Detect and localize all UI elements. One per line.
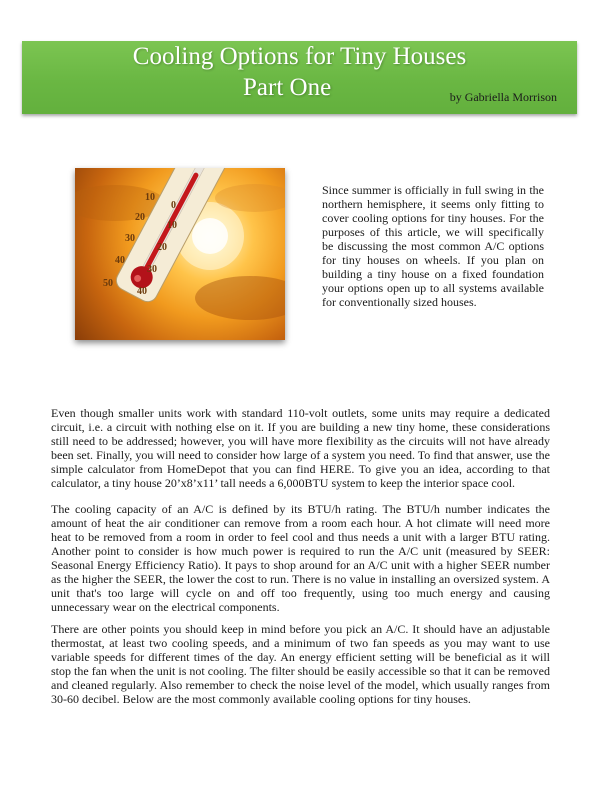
thermometer-label: 20 [157, 242, 167, 253]
intro-paragraph: Since summer is officially in full swing in the northern hemisphere, it seems only fitting to cover cooling options for tiny houses. For the purposes of this article, we will specifically be discussing the most common A/C options for tiny houses on wheels. If you plan on building a tiny house on a fixed foundation your options open up to all systems available for conventionally sized houses. [322, 183, 544, 309]
thermometer-label: 30 [147, 264, 157, 275]
thermometer-label: 40 [137, 286, 147, 297]
thermometer-label: 10 [145, 192, 155, 203]
thermometer-label: 30 [125, 233, 135, 244]
body-paragraph: The cooling capacity of an A/C is defined by its BTU/h rating. The BTU/h number indicates the amount of heat the air conditioner can remove from a room each hour. A hot climate will need more heat to be removed from a room in order to feel cool and thus needs a unit with a larger BTU rating. Another point to consider is how much power is required to run the A/C unit (measured by SEER: Seasonal Energy Efficiency Ratio). It pays to shop around for an A/C unit with a higher SEER number as the higher the SEER, the lower the cost to run. There is no value in installing an oversized system. A unit that's too large will cycle on and off too frequently, using too much energy and causing unnecessary wear on the electrical components. [51, 502, 550, 614]
thermometer-label: 0 [171, 200, 176, 211]
page-subtitle: Part One [243, 74, 332, 101]
thermometer-photo [75, 168, 285, 340]
body-paragraph: Even though smaller units work with standard 110-volt outlets, some units may require a dedicated circuit, i.e. a circuit with nothing else on it. If you are building a new tiny home, these considerations still need to be addressed; however, you will have more flexibility as the circuits will not have already been set. Finally, you will need to consider how large of a system you need. To find that answer, use the simple calculator from HomeDepot that you can find HERE. To give you an idea, according to that calculator, a tiny house 20’x8’x11’ tall needs a 6,000BTU system to keep the interior space cool. [51, 406, 550, 490]
body-paragraph: There are other points you should keep in mind before you pick an A/C. It should have an adjustable thermostat, at least two cooling speeds, and a minimum of two fan speeds as you may want to use variable speeds for different times of the day. An energy efficient setting will be beneficial as it will stop the fan when the unit is not cooling. The filter should be easily accessible so that it can be removed and cleaned regularly. Also remember to check the noise level of the model, which usually ranges from 30-60 decibel. Below are the most commonly available cooling options for tiny houses. [51, 622, 550, 706]
thermometer-label: 40 [115, 255, 125, 266]
thermometer-label: 50 [103, 278, 113, 289]
thermometer-label: 20 [135, 212, 145, 223]
page-title: Cooling Options for Tiny Houses [132, 43, 467, 70]
title-banner [22, 41, 577, 114]
author-byline: by Gabriella Morrison [449, 90, 557, 104]
thermometer-label: 10 [167, 220, 177, 231]
